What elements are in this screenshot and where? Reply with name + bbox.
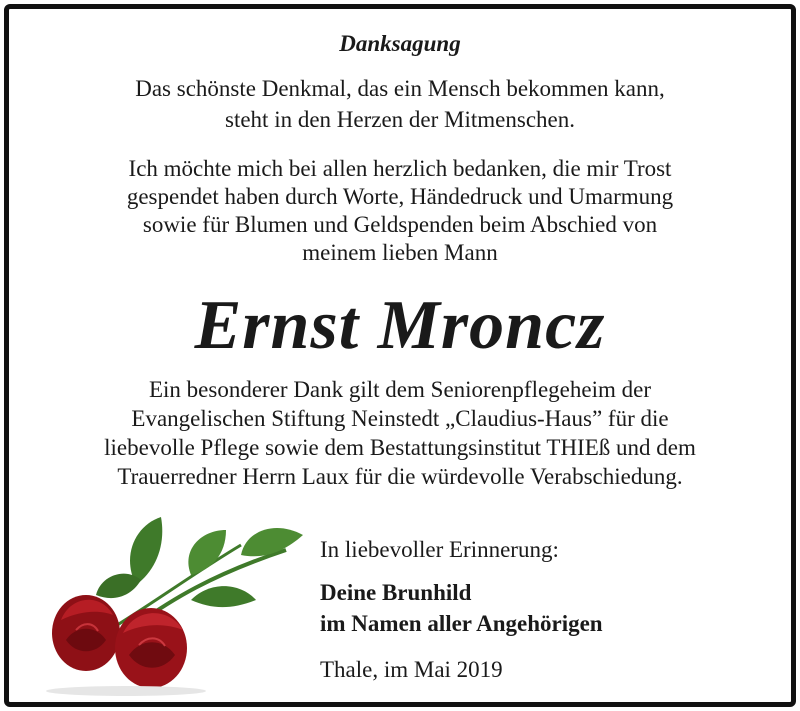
special-thanks-text bbox=[9, 375, 791, 491]
thanks-line: gespendet haben durch Worte, Händedruck und Umarmung bbox=[126, 184, 674, 209]
notice-frame bbox=[4, 4, 796, 707]
thanks-line: sowie für Blumen und Geldspenden beim Abschied von bbox=[142, 212, 658, 237]
red-roses-icon bbox=[41, 505, 311, 697]
quote bbox=[9, 73, 791, 135]
quote-line: steht in den Herzen der Mitmenschen. bbox=[225, 107, 575, 132]
memory-line: In liebevoller Erinnerung: bbox=[320, 537, 559, 562]
special-thanks-line: Trauerredner Herrn Laux für die würdevolle Verabschiedung. bbox=[117, 464, 683, 489]
special-thanks-line: Evangelischen Stiftung Neinstedt „Claudius-Haus” für die bbox=[131, 406, 669, 431]
thanks-line: Ich möchte mich bei allen herzlich bedanken, die mir Trost bbox=[128, 156, 672, 181]
thanks-line: meinem lieben Mann bbox=[302, 240, 498, 265]
quote-line: Das schönste Denkmal, das ein Mensch bekommen kann, bbox=[135, 76, 665, 101]
signature-line: im Namen aller Angehörigen bbox=[320, 611, 603, 636]
place-date: Thale, im Mai 2019 bbox=[320, 657, 503, 682]
signature-line: Deine Brunhild bbox=[320, 580, 472, 605]
thanks-text bbox=[9, 155, 791, 267]
heading: Danksagung bbox=[339, 31, 461, 56]
special-thanks-line: liebevolle Pflege sowie dem Bestattungsinstitut THIEß und dem bbox=[104, 435, 696, 460]
signature bbox=[320, 577, 603, 639]
special-thanks-line: Ein besonderer Dank gilt dem Seniorenpflegeheim der bbox=[148, 377, 651, 402]
deceased-name: Ernst Mroncz bbox=[194, 287, 606, 364]
